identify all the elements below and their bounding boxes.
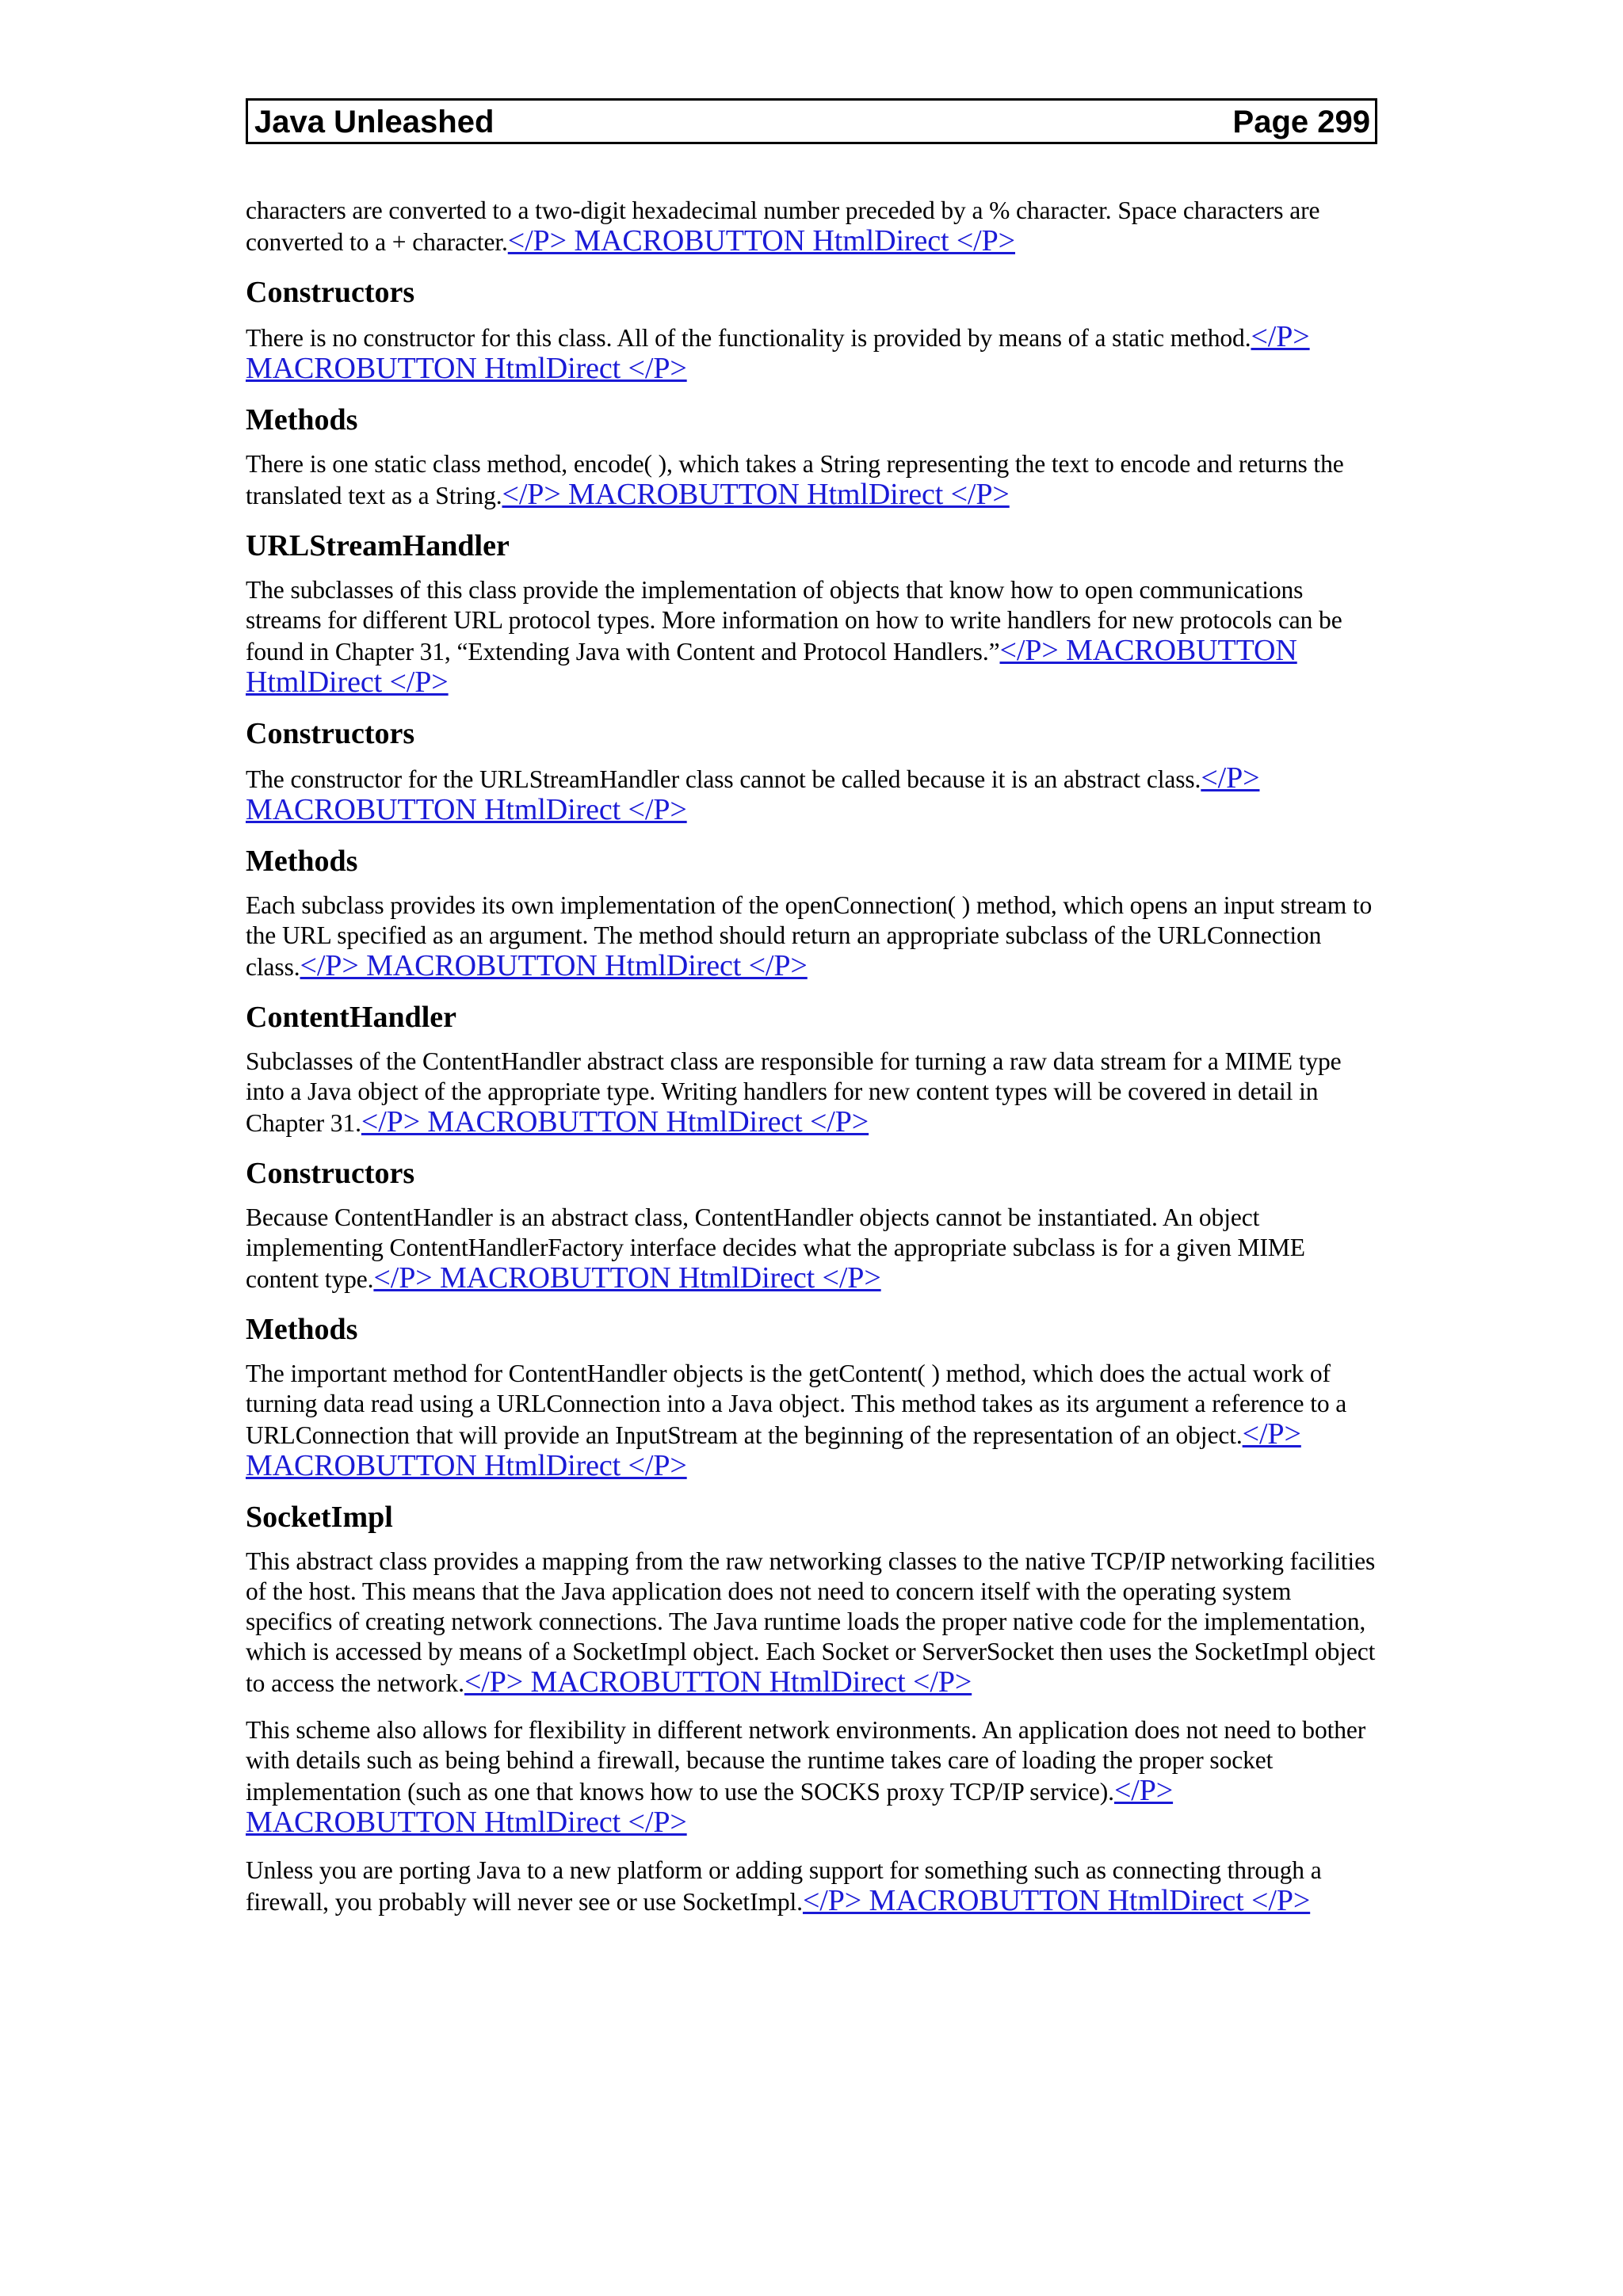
book-title: Java Unleashed bbox=[254, 105, 495, 139]
paragraph-text: Subclasses of the ContentHandler abstract class are responsible for turning a raw data stream for a MIME type into a Java object of the appropriate type. Writing handlers for new content types will be covered in detail in Chapter 31. bbox=[246, 1047, 1342, 1137]
paragraph bbox=[246, 763, 1377, 826]
macrobutton-link[interactable]: </P> MACROBUTTON HtmlDirect </P> bbox=[246, 634, 1297, 699]
macrobutton-link[interactable]: </P> MACROBUTTON HtmlDirect </P> bbox=[246, 761, 1260, 826]
paragraph-text: characters are converted to a two-digit hexadecimal number preceded by a % character. Space characters are converted to a + character. bbox=[246, 196, 1320, 256]
paragraph bbox=[246, 196, 1377, 257]
macrobutton-link[interactable]: </P> MACROBUTTON HtmlDirect </P> bbox=[802, 1884, 1311, 1917]
paragraph bbox=[246, 575, 1377, 699]
paragraph-text: The subclasses of this class provide the implementation of objects that know how to open communications streams for different URL protocol types. More information on how to write handlers for new protocols can be found in Chapter 31, “Extending Java with Content and Protocol Handlers.” bbox=[246, 576, 1342, 666]
paragraph bbox=[246, 322, 1377, 385]
paragraph-text: Because ContentHandler is an abstract class, ContentHandler objects cannot be instantiated. An object implementing ContentHandlerFactory interface decides what the appropriate subclass is for a given MIME content type. bbox=[246, 1203, 1305, 1293]
section-heading: Constructors bbox=[246, 717, 415, 750]
paragraph-text: Each subclass provides its own implementation of the openConnection( ) method, which opens an input stream to the URL specified as an argument. The method should return an appropriate subclass of the URLConnection class. bbox=[246, 891, 1373, 981]
paragraph-text: The important method for ContentHandler objects is the getContent( ) method, which does the actual work of turning data read using a URLConnection into a Java object. This method takes as its argument a reference to a URLConnection that will provide an InputStream at the beginning of the representation of an object. bbox=[246, 1360, 1347, 1449]
macrobutton-link[interactable]: </P> MACROBUTTON HtmlDirect </P> bbox=[246, 1417, 1301, 1482]
paragraph bbox=[246, 1359, 1377, 1482]
paragraph-text: This abstract class provides a mapping from the raw networking classes to the native TCP/IP networking facilities of the host. This means that the Java application does not need to concern itself with the operating system specifics of creating network connections. The Java runtime loads the proper native code for the implementation, which is accessed by means of a SocketImpl object. Each Socket or ServerSocket then uses the SocketImpl object to access the network. bbox=[246, 1547, 1376, 1697]
macrobutton-link[interactable]: </P> MACROBUTTON HtmlDirect </P> bbox=[507, 224, 1016, 257]
paragraph bbox=[246, 891, 1377, 982]
paragraph-text: This scheme also allows for flexibility in different network environments. An application does not need to bother with details such as being behind a firewall, because the runtime takes care of loading the proper socket implementation (such as one that knows how to use the SOCKS proxy TCP/IP service). bbox=[246, 1716, 1366, 1806]
macrobutton-link[interactable]: </P> MACROBUTTON HtmlDirect </P> bbox=[464, 1665, 972, 1699]
paragraph-text: Unless you are porting Java to a new platform or adding support for something such as connecting through a firewall, you probably will never see or use SocketImpl. bbox=[246, 1856, 1322, 1916]
paragraph bbox=[246, 1855, 1377, 1917]
section-heading: URLStreamHandler bbox=[246, 529, 510, 563]
section-heading: Constructors bbox=[246, 276, 415, 309]
section-heading: SocketImpl bbox=[246, 1501, 393, 1534]
macrobutton-link[interactable]: </P> MACROBUTTON HtmlDirect </P> bbox=[373, 1261, 881, 1295]
paragraph-text: The constructor for the URLStreamHandler class cannot be called because it is an abstract class. bbox=[246, 765, 1201, 793]
paragraph bbox=[246, 449, 1377, 511]
section-heading: Constructors bbox=[246, 1157, 415, 1190]
page-header bbox=[246, 98, 1377, 144]
section-heading: Methods bbox=[246, 845, 358, 878]
macrobutton-link[interactable]: </P> MACROBUTTON HtmlDirect </P> bbox=[502, 478, 1010, 511]
paragraph bbox=[246, 1047, 1377, 1138]
section-heading: Methods bbox=[246, 403, 358, 437]
paragraph bbox=[246, 1203, 1377, 1295]
paragraph-text: There is no constructor for this class. All of the functionality is provided by means of a static method. bbox=[246, 324, 1251, 352]
macrobutton-link[interactable]: </P> MACROBUTTON HtmlDirect </P> bbox=[246, 1774, 1174, 1839]
macrobutton-link[interactable]: </P> MACROBUTTON HtmlDirect </P> bbox=[246, 320, 1310, 385]
document-body bbox=[246, 196, 1377, 1934]
paragraph bbox=[246, 1715, 1377, 1839]
macrobutton-link[interactable]: </P> MACROBUTTON HtmlDirect </P> bbox=[361, 1105, 869, 1138]
section-heading: ContentHandler bbox=[246, 1001, 456, 1034]
paragraph-text: There is one static class method, encode( ), which takes a String representing the text to encode and returns the translated text as a String. bbox=[246, 450, 1344, 509]
page-number: Page 299 bbox=[1232, 105, 1370, 139]
paragraph bbox=[246, 1547, 1377, 1699]
macrobutton-link[interactable]: </P> MACROBUTTON HtmlDirect </P> bbox=[300, 949, 808, 982]
section-heading: Methods bbox=[246, 1313, 358, 1346]
